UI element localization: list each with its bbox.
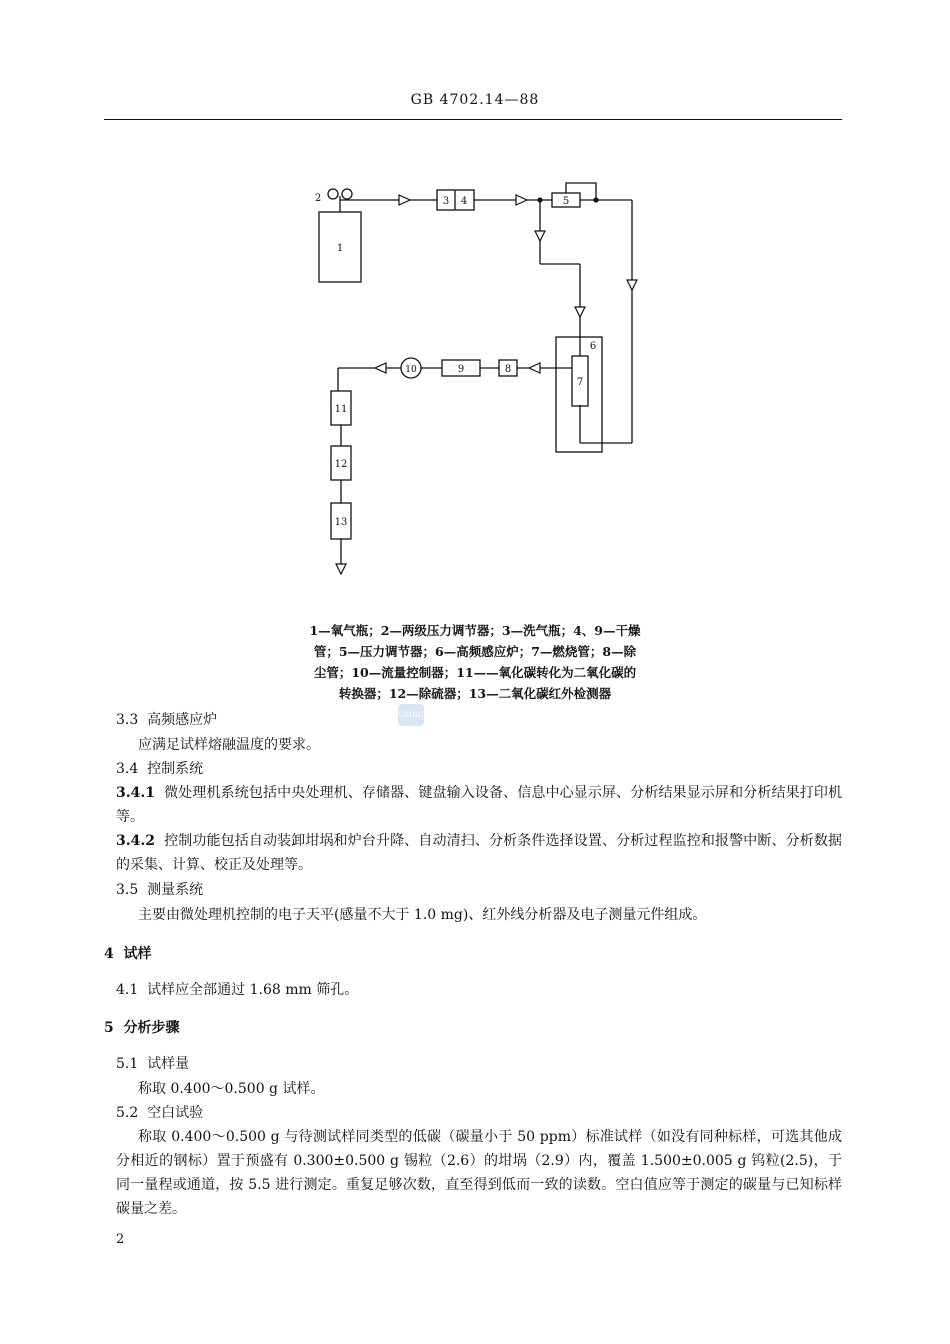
- apparatus-diagram: [0, 0, 950, 600]
- page-header: GB 4702.14—88: [410, 92, 540, 108]
- label-6: 6: [589, 341, 597, 352]
- watermark-stamp: GSINC: [398, 704, 424, 726]
- section-5-2-text: 称取 0.400～0.500 g 与待测试样同类型的低碳（碳量小于 50 ppm）标准试样（如没有同种标样，可选其他成分相近的钢标）置于预盛有 0.300±0.500 g 锡粒（2.6）的坩埚（2.9）内，覆盖 1.500±0.005 g 钨粒(2.5)，于同一量程或通道，按 5.5 进行测定。重复足够次数，直至得到低而一致的读数。空白值应等于测定的碳量与已知标样碳量之差。: [116, 1129, 842, 1217]
- label-10: 10: [405, 365, 417, 375]
- label-12: 12: [334, 459, 348, 470]
- section-3-3-heading: 3.3 高频感应炉: [116, 712, 218, 728]
- label-5: 5: [562, 196, 570, 207]
- section-3-4-2-text: 3.4.2 控制功能包括自动装卸坩埚和炉台升降、自动清扫、分析条件选择设置、分析过程监控和报警中断、分析数据的采集、计算、校正及处理等。: [116, 833, 842, 873]
- section-5-1-text: 称取 0.400～0.500 g 试样。: [138, 1081, 325, 1097]
- section-3-5-text: 主要由微处理机控制的电子天平(感量不大于 1.0 mg)、红外线分析器及电子测量元件组成。: [138, 907, 707, 923]
- label-4: 4: [460, 196, 468, 207]
- section-5-heading: 5 分析步骤: [104, 1020, 180, 1036]
- section-3-4-heading: 3.4 控制系统: [116, 761, 204, 777]
- label-13: 13: [334, 517, 348, 528]
- section-3-4-1-text: 3.4.1 微处理机系统包括中央处理机、存储器、键盘输入设备、信息中心显示屏、分析结果显示屏和分析结果打印机等。: [116, 785, 842, 825]
- section-5-1-heading: 5.1 试样量: [116, 1056, 190, 1072]
- page-number: 2: [116, 1232, 125, 1247]
- section-4-1-text: 4.1 试样应全部通过 1.68 mm 筛孔。: [116, 982, 359, 998]
- label-7: 7: [576, 377, 584, 388]
- section-3-3-text: 应满足试样熔融温度的要求。: [138, 737, 320, 753]
- section-3-5-heading: 3.5 测量系统: [116, 882, 204, 898]
- figure-caption: 1—氧气瓶；2—两级压力调节器；3—洗气瓶；4、9—干燥 管；5—压力调节器；6—高频感应炉；7—燃烧管；8—除 尘管；10—流量控制器；11——氧化碳转化为二氧化碳的 转换器；12—除硫器；13—二氧化碳红外检测器: [309, 623, 641, 701]
- label-3: 3: [442, 196, 450, 207]
- regulator-valve: [328, 189, 338, 199]
- section-5-2-heading: 5.2 空白试验: [116, 1105, 204, 1121]
- section-4-heading: 4 试样: [104, 946, 152, 962]
- label-1: 1: [336, 243, 344, 254]
- label-11: 11: [334, 404, 348, 415]
- label-2: 2: [314, 193, 322, 204]
- label-9: 9: [457, 364, 465, 375]
- high-frequency-furnace: [556, 337, 602, 452]
- label-8: 8: [504, 364, 512, 375]
